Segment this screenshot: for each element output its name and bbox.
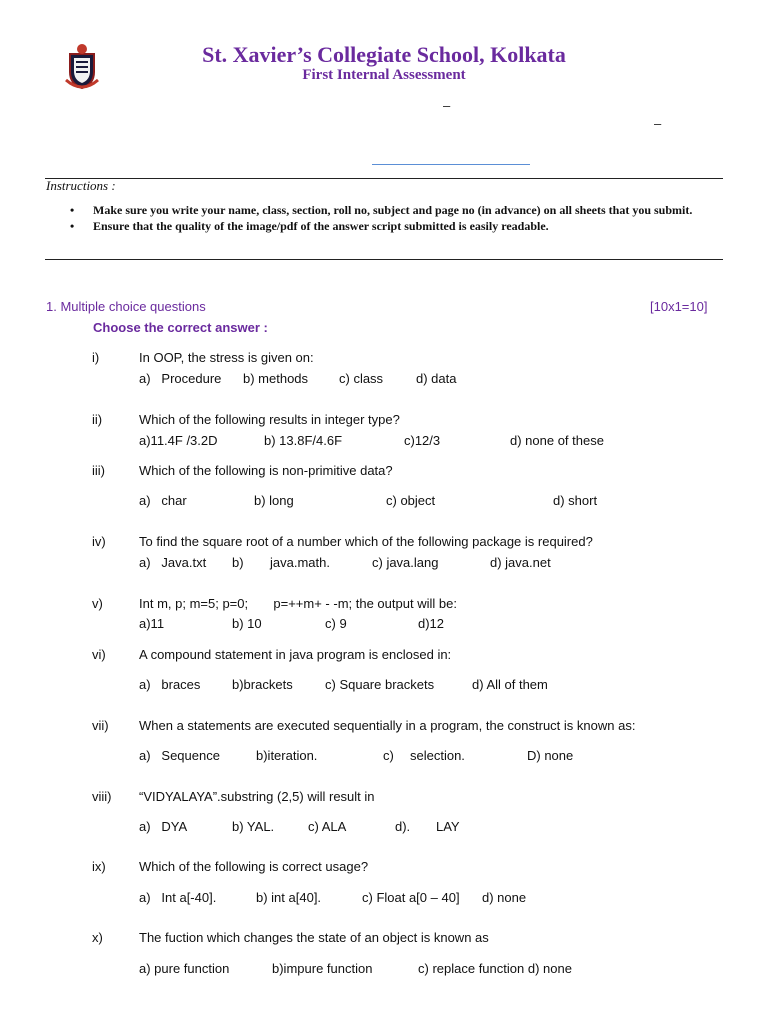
option: d). — [395, 819, 411, 834]
divider — [45, 178, 723, 179]
option: b) long — [254, 493, 294, 508]
underline-divider — [372, 164, 530, 165]
option: java.math. — [270, 555, 330, 570]
question-number: ii) — [92, 412, 103, 427]
question-text: The fuction which changes the state of an object is known as — [139, 930, 489, 945]
question-text: In OOP, the stress is given on: — [139, 350, 314, 365]
bullet-icon: • — [70, 203, 75, 217]
option: d) none — [482, 890, 527, 905]
option: c) — [383, 748, 394, 763]
question-number: i) — [92, 350, 100, 365]
question-number: iv) — [92, 534, 106, 549]
option: b) — [232, 555, 244, 570]
option: b)brackets — [232, 677, 293, 692]
bullet-icon: • — [70, 219, 75, 233]
question-number: x) — [92, 930, 103, 945]
option: b) methods — [243, 371, 309, 386]
question-number: v) — [92, 596, 103, 611]
option: a) Sequence — [139, 748, 220, 763]
option: a) Int a[-40]. — [139, 890, 217, 905]
option: a) pure function — [139, 961, 230, 976]
option: d) All of them — [472, 677, 548, 692]
option: b)iteration. — [256, 748, 318, 763]
question-text: “VIDYALAYA”.substring (2,5) will result in — [139, 789, 375, 804]
option: d) short — [553, 493, 598, 508]
question-text: Which of the following is non-primitive data? — [139, 463, 393, 478]
option: a) DYA — [139, 819, 188, 834]
blank-dash: – — [654, 116, 662, 131]
option: c) class — [339, 371, 384, 386]
question-number: viii) — [92, 789, 112, 804]
blank-dash: – — [443, 98, 451, 113]
section-heading: 1. Multiple choice questions — [46, 299, 206, 314]
option: a) braces — [139, 677, 201, 692]
question-text: Which of the following is correct usage? — [139, 859, 369, 874]
option: b) YAL. — [232, 819, 275, 834]
option: LAY — [436, 819, 460, 834]
option: c)12/3 — [404, 433, 441, 448]
option: a)11 — [139, 616, 165, 631]
question-number: ix) — [92, 859, 106, 874]
option: d) data — [416, 371, 457, 386]
option: D) none — [527, 748, 574, 763]
option: d) java.net — [490, 555, 551, 570]
instructions-label: Instructions : — [46, 178, 116, 193]
question-number: vii) — [92, 718, 109, 733]
question-text: Int m, p; m=5; p=0; p=++m+ - -m; the output will be: — [139, 596, 457, 611]
option: a) Procedure — [139, 371, 222, 386]
option: c) java.lang — [372, 555, 439, 570]
option: d) none of these — [510, 433, 604, 448]
question-text: When a statements are executed sequentially in a program, the construct is known as: — [139, 718, 636, 733]
section-subheading: Choose the correct answer : — [93, 320, 268, 335]
divider — [45, 259, 723, 260]
exam-name: First Internal Assessment — [302, 67, 466, 83]
option: b) 13.8F/4.6F — [264, 433, 343, 448]
option: b)impure function — [272, 961, 373, 976]
option: b) int a[40]. — [256, 890, 322, 905]
section-marks: [10x1=10] — [650, 299, 708, 314]
option: c) object — [386, 493, 436, 508]
option: a) Java.txt — [139, 555, 207, 570]
option: d)12 — [418, 616, 445, 631]
instructions-list — [70, 202, 720, 234]
option: c) ALA — [308, 819, 347, 834]
option: selection. — [410, 748, 465, 763]
option: a) char — [139, 493, 187, 508]
instruction-item: • Ensure that the quality of the image/pdf of the answer script submitted is easily readable. — [70, 219, 549, 233]
question-number: iii) — [92, 463, 105, 478]
option: c) Float a[0 – 40] — [362, 890, 460, 905]
question-text: To find the square root of a number which of the following package is required? — [139, 534, 593, 549]
option: c) 9 — [325, 616, 347, 631]
question-text: Which of the following results in integer type? — [139, 412, 400, 427]
option: a)11.4F /3.2D — [139, 433, 218, 448]
instruction-item: • Make sure you write your name, class, section, roll no, subject and page no (in advance) on all sheets that you submit. — [70, 203, 693, 217]
school-name: St. Xavier’s Collegiate School, Kolkata — [202, 42, 566, 67]
question-number: vi) — [92, 647, 106, 662]
question-text: A compound statement in java program is enclosed in: — [139, 647, 452, 662]
option: c) Square brackets — [325, 677, 435, 692]
option: b) 10 — [232, 616, 262, 631]
option: c) replace function d) none — [418, 961, 572, 976]
